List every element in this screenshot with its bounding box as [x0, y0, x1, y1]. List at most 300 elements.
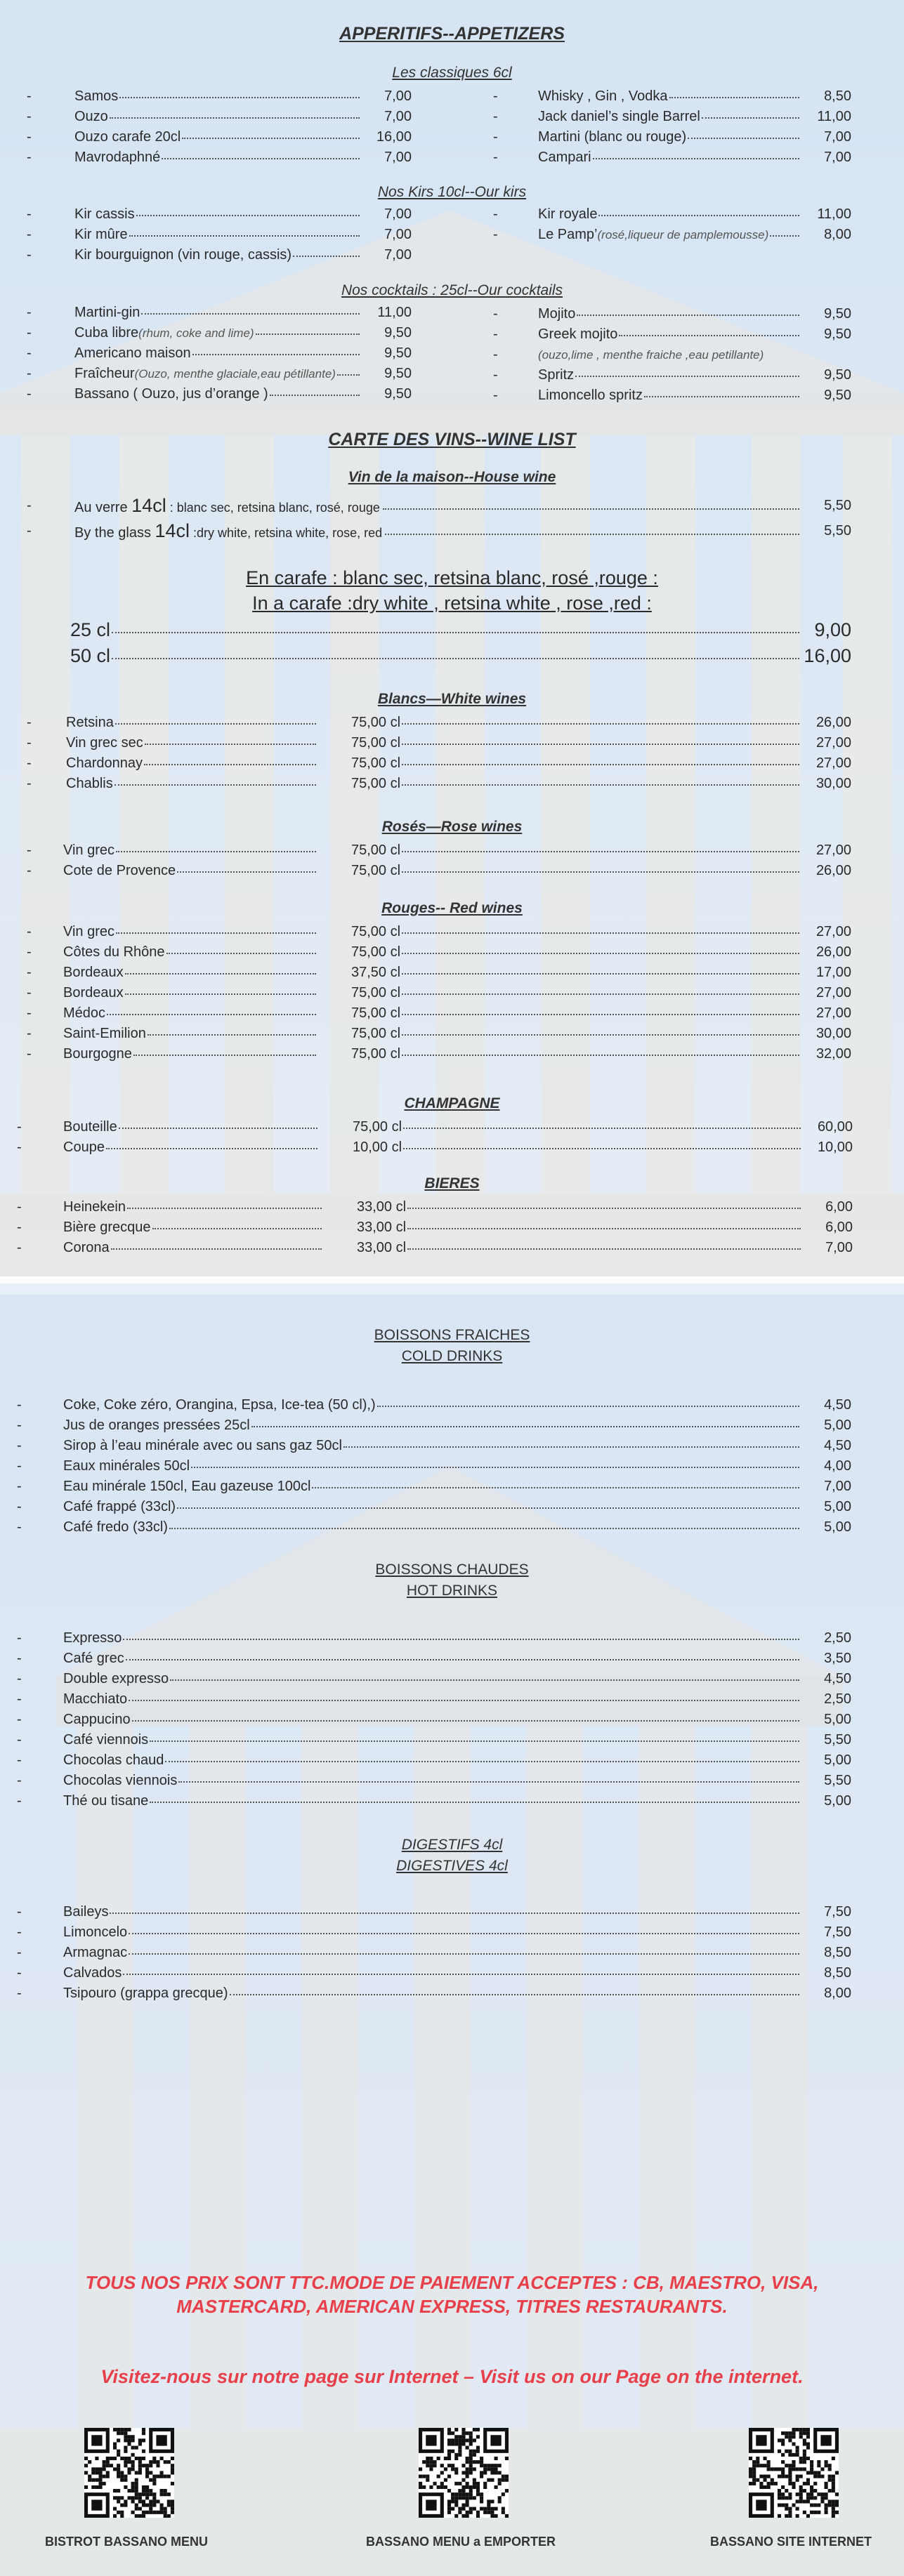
menu-item-row	[17, 1903, 851, 1921]
item-name: 50 cl	[70, 645, 111, 666]
item-name: Double expresso	[63, 1671, 169, 1686]
wine-price: 32,00	[815, 1046, 851, 1062]
dotted-leader	[152, 1228, 322, 1229]
wine-volume: 75,00 cl	[351, 755, 401, 771]
item-name: Whisky , Gin , Vodka	[538, 88, 668, 104]
menu-item-row	[17, 1436, 851, 1455]
list-dash: -	[17, 1671, 22, 1686]
dotted-leader	[106, 1148, 317, 1149]
dotted-leader	[169, 1528, 799, 1529]
menu-item-row	[17, 1923, 851, 1941]
wine-volume: 10,00 cl	[353, 1140, 402, 1155]
wine-name: Chardonnay	[66, 755, 143, 771]
house-wine-description	[74, 520, 382, 544]
house-wine-description	[74, 494, 380, 519]
wine-item-row	[17, 1198, 853, 1216]
item-name: Limoncelo	[63, 1924, 128, 1940]
menu-item-row	[493, 345, 851, 364]
digestifs-title-en: DIGESTIVES 4cl	[396, 1858, 508, 1874]
dotted-leader	[644, 396, 799, 397]
dotted-leader	[383, 508, 799, 510]
item-name: Kir cassis	[74, 206, 135, 222]
dotted-leader	[575, 376, 799, 377]
wine-price: 26,00	[815, 863, 851, 878]
item-name: Ouzo	[74, 109, 108, 124]
list-dash: -	[27, 863, 32, 878]
dotted-leader	[136, 215, 360, 216]
menu-item-row	[27, 148, 412, 166]
item-name-wrap	[63, 1690, 127, 1708]
item-price: 16,00	[376, 129, 412, 145]
wine-price: 60,00	[817, 1119, 853, 1135]
item-name: Thé ou tisane	[63, 1793, 149, 1809]
wine-name: Coupe	[63, 1140, 105, 1155]
item-name: Eaux minérales 50cl	[63, 1458, 190, 1474]
item-price: 9,50	[824, 326, 851, 342]
menu-item-row	[17, 1690, 851, 1708]
wine-name: Cote de Provence	[63, 863, 176, 878]
glass-price: 5,50	[824, 523, 851, 539]
dotted-leader	[598, 215, 799, 216]
item-name: Sirop à l’eau minérale avec ou sans gaz 50cl	[63, 1438, 342, 1453]
dotted-leader	[577, 315, 799, 316]
dotted-leader	[170, 1679, 799, 1681]
list-dash: -	[493, 150, 498, 165]
dotted-leader	[111, 1248, 322, 1250]
item-name-wrap	[538, 107, 700, 126]
wine-item-row	[27, 1024, 851, 1043]
wine-item-row	[27, 1004, 851, 1022]
list-dash: -	[17, 1240, 22, 1255]
list-dash: -	[17, 1140, 22, 1155]
qr-code-image[interactable]	[749, 2428, 839, 2518]
wine-price: 27,00	[815, 1005, 851, 1021]
menu-item-row	[17, 1629, 851, 1647]
dotted-leader	[107, 1014, 316, 1015]
list-dash: -	[27, 843, 32, 858]
item-name-wrap	[74, 148, 160, 166]
menu-item-row	[493, 87, 851, 105]
menu-item-row	[27, 205, 412, 223]
dotted-leader	[343, 1446, 799, 1448]
wine-item-row	[27, 923, 851, 941]
dotted-leader	[270, 395, 360, 396]
wine-volume: 75,00 cl	[351, 924, 401, 939]
item-price: 5,00	[824, 1793, 851, 1809]
item-name: Baileys	[63, 1904, 109, 1920]
wine-volume: 33,00 cl	[357, 1240, 407, 1255]
item-name: Samos	[74, 88, 119, 104]
item-price: 7,00	[384, 227, 412, 242]
wine-name: Corona	[63, 1240, 110, 1255]
item-price: 7,00	[824, 1479, 851, 1494]
champagne-title: CHAMPAGNE	[404, 1095, 500, 1111]
item-name: Kir royale	[538, 206, 598, 222]
list-dash: -	[27, 129, 32, 145]
item-name: Jack daniel’s single Barrel	[538, 109, 700, 124]
item-price: 9,50	[824, 388, 851, 403]
cold-drinks-title-en: COLD DRINKS	[401, 1348, 503, 1364]
item-name: Martini-gin	[74, 305, 140, 320]
item-name: Chocolas viennois	[63, 1773, 178, 1788]
item-name-wrap	[63, 1477, 310, 1495]
menu-item-row	[493, 386, 851, 404]
dotted-leader	[110, 1913, 799, 1914]
item-price: 9,50	[384, 366, 412, 381]
item-name-wrap	[63, 1792, 148, 1810]
dotted-leader	[385, 534, 799, 535]
item-price: 9,00	[814, 619, 851, 640]
item-price: 7,00	[824, 150, 851, 165]
list-dash: -	[27, 735, 32, 751]
item-price: 2,50	[824, 1630, 851, 1646]
dotted-leader	[129, 1953, 799, 1955]
dotted-leader	[144, 764, 316, 765]
wine-name: Vin grec	[63, 843, 115, 858]
item-name: Cuba libre	[74, 325, 139, 341]
item-name: Chocolas chaud	[63, 1752, 164, 1768]
wine-price: 27,00	[815, 735, 851, 751]
item-price: 2,50	[824, 1691, 851, 1707]
wine-price: 26,00	[815, 715, 851, 730]
glass-description: : blanc sec, retsina blanc, rosé, rouge	[166, 501, 380, 515]
dotted-leader	[407, 1228, 801, 1229]
menu-item-row	[27, 107, 412, 126]
item-price: 11,00	[377, 305, 412, 320]
list-dash: -	[17, 1752, 22, 1768]
item-price: 9,50	[824, 367, 851, 383]
item-price: 11,00	[817, 206, 851, 222]
menu-page-drinks-wines	[0, 0, 904, 1283]
list-dash: -	[17, 1479, 22, 1494]
wine-price: 26,00	[815, 944, 851, 960]
glass-price: 5,50	[824, 498, 851, 513]
wine-item-row	[27, 943, 851, 961]
item-price: 7,50	[824, 1904, 851, 1920]
item-note: (rhum, coke and lime)	[138, 326, 254, 340]
list-dash: -	[17, 1397, 22, 1413]
dotted-leader	[402, 932, 799, 934]
list-dash: -	[27, 227, 32, 242]
item-price: 8,50	[824, 1945, 851, 1960]
list-dash: -	[493, 367, 498, 383]
list-dash: -	[27, 325, 32, 341]
wine-price: 30,00	[815, 1026, 851, 1041]
dotted-leader	[178, 1781, 799, 1783]
list-dash: -	[17, 1418, 22, 1433]
dotted-leader	[402, 993, 799, 995]
item-name-wrap	[70, 644, 110, 668]
wine-list-title: CARTE DES VINS--WINE LIST	[328, 430, 576, 449]
wine-price: 6,00	[825, 1199, 853, 1215]
list-dash: -	[17, 1458, 22, 1474]
list-dash: -	[17, 1438, 22, 1453]
list-dash: -	[27, 247, 32, 263]
list-dash: -	[27, 523, 32, 539]
wine-name: Retsina	[66, 715, 114, 730]
wine-item-row	[17, 1118, 853, 1136]
wine-price: 6,00	[825, 1220, 853, 1235]
list-dash: -	[27, 88, 32, 104]
menu-item-row	[493, 148, 851, 166]
qr-code-label: BISTROT BASSANO MENU	[44, 2535, 208, 2549]
item-name: Americano maison	[74, 345, 191, 361]
wine-item-row	[27, 841, 851, 859]
dotted-leader	[177, 871, 316, 873]
list-dash: -	[27, 1046, 32, 1062]
menu-item-row	[17, 1792, 851, 1810]
classiques-title: Les classiques 6cl	[392, 65, 512, 81]
list-dash: -	[493, 206, 498, 222]
item-name-wrap	[538, 225, 768, 244]
wine-price: 17,00	[815, 965, 851, 980]
menu-item-row	[493, 107, 851, 126]
item-name: (ouzo,lime , menthe fraiche ,eau petillante)	[538, 348, 764, 362]
wine-item-row	[27, 984, 851, 1002]
item-price: 5,00	[824, 1499, 851, 1514]
item-price: 4,50	[824, 1671, 851, 1686]
menu-item-row	[17, 1710, 851, 1729]
item-price: 7,00	[384, 88, 412, 104]
menu-item-row	[493, 205, 851, 223]
glass-prefix: By the glass	[74, 525, 155, 541]
dotted-leader	[129, 1933, 799, 1934]
list-dash: -	[17, 1712, 22, 1727]
menu-item-row	[493, 225, 851, 244]
dotted-leader	[110, 117, 360, 119]
item-name-wrap	[63, 1771, 177, 1790]
dotted-leader	[402, 871, 799, 873]
list-dash: -	[27, 345, 32, 361]
item-name: Limoncello spritz	[538, 388, 643, 403]
list-dash: -	[17, 1773, 22, 1788]
wine-volume: 75,00 cl	[351, 776, 401, 791]
item-name: Café frappé (33cl)	[63, 1499, 176, 1514]
dotted-leader	[402, 1055, 799, 1056]
item-name: Kir mûre	[74, 227, 128, 242]
wine-price: 27,00	[815, 924, 851, 939]
wine-volume: 75,00 cl	[353, 1119, 402, 1135]
menu-item-row	[17, 1731, 851, 1749]
dotted-leader	[192, 354, 360, 355]
menu-item-row	[17, 1943, 851, 1962]
list-dash: -	[493, 109, 498, 124]
dotted-leader	[402, 1014, 799, 1015]
dotted-leader	[407, 1248, 801, 1250]
wine-item-row	[17, 1218, 853, 1236]
dotted-leader	[251, 1426, 799, 1427]
item-name-wrap	[63, 1457, 190, 1475]
item-name-wrap	[538, 325, 617, 343]
item-price: 7,50	[824, 1924, 851, 1940]
wine-volume: 75,00 cl	[351, 985, 401, 1000]
dotted-leader	[119, 97, 360, 98]
dotted-leader	[132, 1720, 799, 1722]
dotted-leader	[256, 333, 360, 335]
item-name-wrap	[74, 303, 140, 322]
item-name: Mojito	[538, 306, 576, 322]
dotted-leader	[669, 97, 799, 98]
list-dash: -	[27, 366, 32, 381]
house-wine-title: Vin de la maison--House wine	[348, 469, 556, 485]
dotted-leader	[402, 723, 799, 725]
menu-item-row	[17, 1477, 851, 1495]
wine-price: 30,00	[815, 776, 851, 791]
dotted-leader	[162, 158, 360, 159]
menu-item-row	[493, 325, 851, 343]
kirs-title: Nos Kirs 10cl--Our kirs	[377, 184, 527, 200]
item-price: 11,00	[817, 109, 851, 124]
dotted-leader	[402, 851, 799, 852]
wine-item-row	[27, 861, 851, 880]
dotted-leader	[127, 1208, 322, 1209]
item-name-wrap	[74, 107, 108, 126]
dotted-leader	[115, 723, 316, 725]
dotted-leader	[402, 744, 799, 745]
wine-name: Bordeaux	[63, 965, 124, 980]
item-price: 16,00	[804, 645, 851, 666]
list-dash: -	[27, 150, 32, 165]
list-dash: -	[17, 1945, 22, 1960]
menu-item-row	[17, 1416, 851, 1434]
menu-page-soft-hot-digestifs	[0, 1283, 904, 2576]
menu-item-row	[27, 618, 851, 642]
dotted-leader	[114, 784, 316, 786]
list-dash: -	[27, 965, 32, 980]
dotted-leader	[337, 374, 360, 376]
item-price: 8,00	[824, 227, 851, 242]
carafe-fr-heading: En carafe : blanc sec, retsina blanc, rosé ,rouge :	[246, 567, 658, 588]
wine-volume: 33,00 cl	[357, 1199, 407, 1215]
list-dash: -	[17, 1651, 22, 1666]
dotted-leader	[702, 117, 799, 119]
list-dash: -	[17, 1986, 22, 2001]
item-name: Café grec	[63, 1651, 124, 1666]
list-dash: -	[17, 1630, 22, 1646]
item-price: 3,50	[824, 1651, 851, 1666]
item-price: 9,50	[384, 325, 412, 341]
list-dash: -	[27, 1026, 32, 1041]
wine-volume: 75,00 cl	[351, 843, 401, 858]
qr-code-image[interactable]	[84, 2428, 174, 2518]
wine-name: Bouteille	[63, 1119, 117, 1135]
item-name-wrap	[538, 148, 591, 166]
wine-volume: 75,00 cl	[351, 1026, 401, 1041]
item-name-wrap	[74, 324, 254, 343]
list-dash: -	[17, 1904, 22, 1920]
item-name-wrap	[74, 385, 268, 403]
list-dash: -	[493, 227, 498, 242]
item-name-wrap	[538, 386, 643, 404]
dotted-leader	[126, 1659, 799, 1660]
menu-item-row	[27, 344, 412, 362]
list-dash: -	[27, 755, 32, 771]
dotted-leader	[403, 1128, 801, 1129]
house-wine-glass-row	[27, 494, 851, 517]
item-name-wrap	[63, 1629, 122, 1647]
wine-volume: 37,50 cl	[351, 965, 401, 980]
menu-item-row	[27, 364, 412, 383]
qr-code-image[interactable]	[419, 2428, 509, 2518]
item-name-wrap	[63, 1984, 228, 2002]
dotted-leader	[112, 658, 799, 659]
menu-item-row	[27, 303, 412, 322]
dotted-leader	[402, 953, 799, 954]
dotted-leader	[182, 138, 360, 139]
item-name: Campari	[538, 150, 591, 165]
wine-volume: 75,00 cl	[351, 1005, 401, 1021]
wine-volume: 75,00 cl	[351, 735, 401, 751]
item-price: 5,00	[824, 1418, 851, 1433]
dotted-leader	[116, 851, 316, 852]
dotted-leader	[133, 1055, 316, 1056]
menu-item-row	[17, 1964, 851, 1982]
item-price: 5,00	[824, 1752, 851, 1768]
glass-description: :dry white, retsina white, rose, red	[190, 526, 383, 540]
wine-item-row	[17, 1138, 853, 1156]
qr-code-label: BASSANO SITE INTERNET	[709, 2535, 872, 2549]
item-price: 7,00	[384, 150, 412, 165]
menu-item-row	[17, 1771, 851, 1790]
list-dash: -	[17, 1220, 22, 1235]
item-name: 25 cl	[70, 619, 111, 640]
wine-volume: 75,00 cl	[351, 863, 401, 878]
item-name-wrap	[538, 305, 575, 323]
menu-item-row	[17, 1518, 851, 1536]
wine-volume: 75,00 cl	[351, 1046, 401, 1062]
wine-price: 7,00	[825, 1240, 853, 1255]
item-name: Coke, Coke zéro, Orangina, Epsa, Ice-tea (50 cl),)	[63, 1397, 376, 1413]
dotted-leader	[619, 335, 799, 336]
item-name: Kir bourguignon (vin rouge, cassis)	[74, 247, 292, 263]
dotted-leader	[112, 632, 799, 633]
item-name-wrap	[63, 1903, 108, 1921]
wine-item-row	[27, 754, 851, 772]
menu-item-row	[27, 246, 412, 264]
item-name-wrap	[63, 1649, 124, 1667]
menu-item-row	[27, 87, 412, 105]
item-name-wrap	[63, 1923, 127, 1941]
dotted-leader	[129, 235, 360, 237]
wine-item-row	[27, 774, 851, 793]
item-name-wrap	[70, 618, 110, 642]
item-name: Bassano ( Ouzo, jus d’orange )	[74, 386, 268, 402]
cocktails-title: Nos cocktails : 25cl--Our cocktails	[341, 282, 563, 298]
menu-item-row	[27, 644, 851, 668]
dotted-leader	[177, 1507, 799, 1509]
item-name: Greek mojito	[538, 326, 618, 342]
dotted-leader	[150, 1741, 799, 1742]
list-dash: -	[17, 1965, 22, 1981]
hot-drinks-title-fr: BOISSONS CHAUDES	[375, 1561, 529, 1578]
item-name-wrap	[538, 87, 668, 105]
wine-volume: 33,00 cl	[357, 1220, 407, 1235]
wine-volume: 75,00 cl	[351, 944, 401, 960]
dotted-leader	[230, 1994, 799, 1995]
item-name: Jus de oranges pressées 25cl	[63, 1418, 250, 1433]
aperitifs-title: APPERITIFS--APPETIZERS	[339, 24, 565, 44]
item-name-wrap	[74, 364, 336, 383]
item-name-wrap	[538, 366, 574, 384]
glass-size: 14cl	[131, 495, 166, 516]
item-name: Martini (blanc ou rouge)	[538, 129, 687, 145]
item-name-wrap	[74, 225, 128, 244]
wine-item-row	[27, 734, 851, 752]
hot-drinks-title-en: HOT DRINKS	[406, 1583, 498, 1599]
dotted-leader	[148, 1034, 316, 1036]
item-name: Spritz	[538, 367, 575, 383]
wine-name: Bordeaux	[63, 985, 124, 1000]
